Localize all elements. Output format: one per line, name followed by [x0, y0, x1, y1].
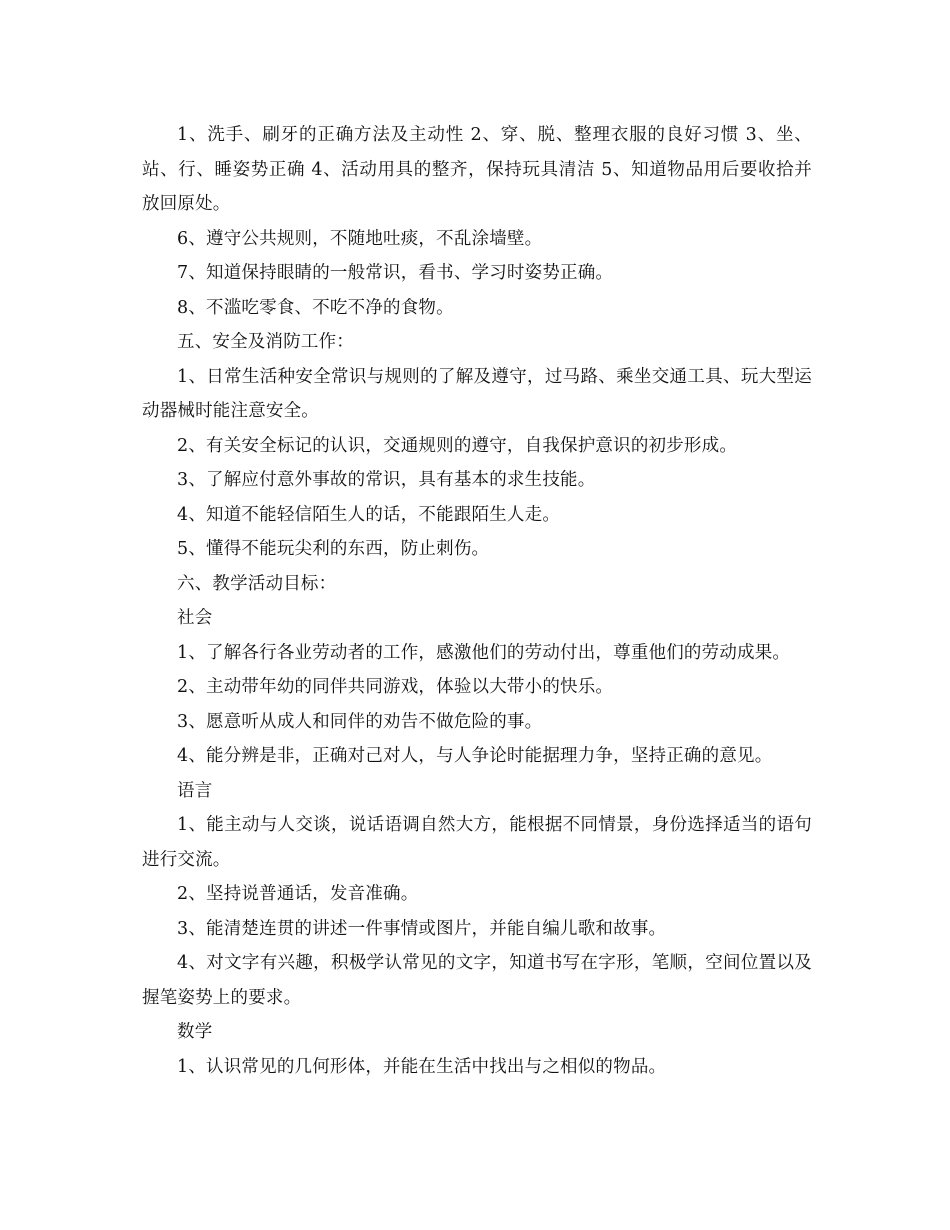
paragraph-eye-care: 7、知道保持眼睛的一般常识，看书、学习时姿势正确。: [177, 263, 614, 283]
paragraph-safety-1: 1、日常生活种安全常识与规则的了解及遵守，过马路、乘坐交通工具、玩大型运动器械时能注意安全。: [142, 366, 812, 421]
paragraph-safety-4: 4、知道不能轻信陌生人的话，不能跟陌生人走。: [177, 504, 561, 525]
subheading-math: 数学: [177, 1022, 213, 1042]
paragraph-public-rules: 6、遵守公共规则，不随地吐痰，不乱涂墙壁。: [177, 228, 543, 249]
paragraph-safety-2: 2、有关安全标记的认识，交通规则的遵守，自我保护意识的初步形成。: [177, 435, 738, 456]
document-body: [142, 118, 812, 1084]
paragraph-safety-3: 3、了解应付意外事故的常识，具有基本的求生技能。: [177, 470, 596, 490]
paragraph-language-2: 2、坚持说普通话，发音准确。: [177, 884, 419, 904]
paragraph-language-3: 3、能清楚连贯的讲述一件事情或图片，并能自编儿歌和故事。: [177, 918, 667, 939]
paragraph-language-4: 4、对文字有兴趣，积极学认常见的文字，知道书写在字形，笔顺，空间位置以及握笔姿势上的要求。: [142, 953, 812, 1008]
section-heading-teaching-goals: 六、教学活动目标：: [177, 573, 337, 594]
paragraph-language-1: 1、能主动与人交谈，说话语调自然大方，能根据不同情景，身份选择适当的语句进行交流。: [142, 815, 812, 870]
paragraph-society-3: 3、愿意听从成人和同伴的劝告不做危险的事。: [177, 711, 543, 732]
paragraph-food: 8、不滥吃零食、不吃不净的食物。: [177, 297, 454, 318]
paragraph-society-2: 2、主动带年幼的同伴共同游戏，体验以大带小的快乐。: [177, 677, 614, 697]
section-heading-safety: 五、安全及消防工作：: [177, 332, 354, 352]
subheading-society: 社会: [177, 608, 213, 628]
paragraph-hygiene-habits: 1、洗手、刷牙的正确方法及主动性 2、穿、脱、整理衣服的良好习惯 3、坐、站、行、睡姿势正确 4、活动用具的整齐，保持玩具清洁 5、知道物品用后要收拾并放回原处。: [142, 125, 812, 214]
subheading-language: 语言: [177, 780, 213, 801]
paragraph-society-4: 4、能分辨是非，正确对己对人，与人争论时能据理力争，坚持正确的意见。: [177, 746, 773, 766]
paragraph-math-1: 1、认识常见的几何形体，并能在生活中找出与之相似的物品。: [177, 1056, 667, 1077]
paragraph-society-1: 1、了解各行各业劳动者的工作，感激他们的劳动付出，尊重他们的劳动成果。: [177, 642, 791, 663]
paragraph-safety-5: 5、懂得不能玩尖利的东西，防止刺伤。: [177, 539, 490, 559]
